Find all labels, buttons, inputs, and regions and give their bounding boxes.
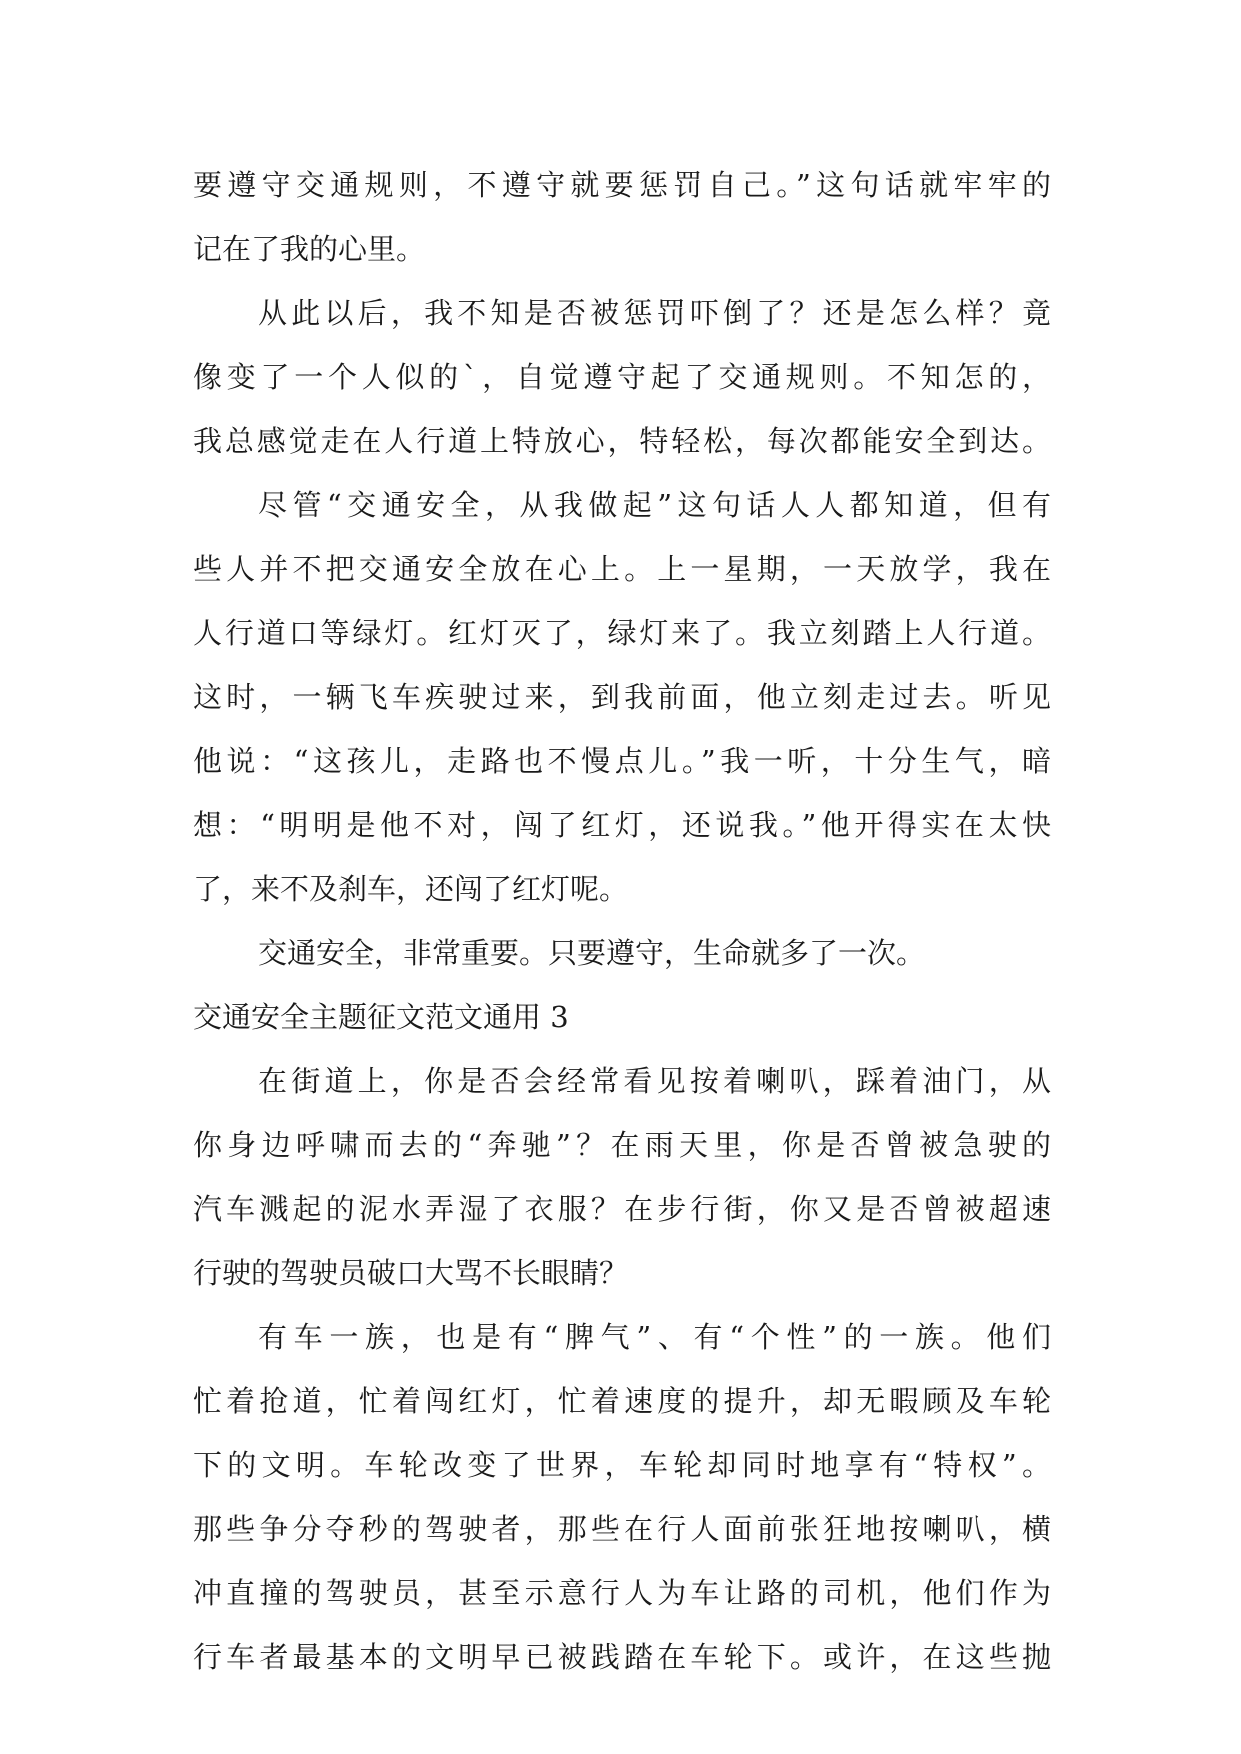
text-line: 像变了一个人似的`，自觉遵守起了交通规则。不知怎的，: [193, 360, 1051, 394]
text-line: 从此以后，我不知是否被惩罚吓倒了？还是怎么样？竟: [258, 296, 1051, 330]
text-line: 行车者最基本的文明早已被践踏在车轮下。或许，在这些抛: [193, 1640, 1051, 1674]
text-line: 在街道上，你是否会经常看见按着喇叭，踩着油门，从: [258, 1064, 1051, 1098]
text-line: 交通安全，非常重要。只要遵守，生命就多了一次。: [258, 936, 926, 970]
text-line: 想：“明明是他不对，闯了红灯，还说我。”他开得实在太快: [193, 808, 1051, 842]
text-line: 忙着抢道，忙着闯红灯，忙着速度的提升，却无暇顾及车轮: [193, 1384, 1051, 1418]
text-line: 要遵守交通规则，不遵守就要惩罚自己。”这句话就牢牢的: [193, 168, 1051, 202]
text-line: 有车一族，也是有“脾气”、有“个性”的一族。他们: [258, 1320, 1051, 1354]
text-line: 这时，一辆飞车疾驶过来，到我前面，他立刻走过去。听见: [193, 680, 1051, 714]
text-line: 人行道口等绿灯。红灯灭了，绿灯来了。我立刻踏上人行道。: [193, 616, 1051, 650]
text-line: 些人并不把交通安全放在心上。上一星期，一天放学，我在: [193, 552, 1051, 586]
text-line: 了，来不及刹车，还闯了红灯呢。: [193, 872, 629, 906]
section-heading: 交通安全主题征文范文通用 3: [193, 1000, 569, 1034]
text-line: 尽管“交通安全，从我做起”这句话人人都知道，但有: [258, 488, 1051, 522]
text-line: 汽车溅起的泥水弄湿了衣服？在步行街，你又是否曾被超速: [193, 1192, 1051, 1226]
text-line: 你身边呼啸而去的“奔驰”？在雨天里，你是否曾被急驶的: [193, 1128, 1051, 1162]
text-line: 我总感觉走在人行道上特放心，特轻松，每次都能安全到达。: [193, 424, 1051, 458]
text-line: 记在了我的心里。: [193, 232, 426, 266]
text-line: 冲直撞的驾驶员，甚至示意行人为车让路的司机，他们作为: [193, 1576, 1051, 1610]
text-line: 行驶的驾驶员破口大骂不长眼睛？: [193, 1256, 629, 1290]
text-line: 他说：“这孩儿，走路也不慢点儿。”我一听，十分生气，暗: [193, 744, 1051, 778]
text-line: 下的文明。车轮改变了世界，车轮却同时地享有“特权”。: [193, 1448, 1051, 1482]
text-line: 那些争分夺秒的驾驶者，那些在行人面前张狂地按喇叭，横: [193, 1512, 1051, 1546]
